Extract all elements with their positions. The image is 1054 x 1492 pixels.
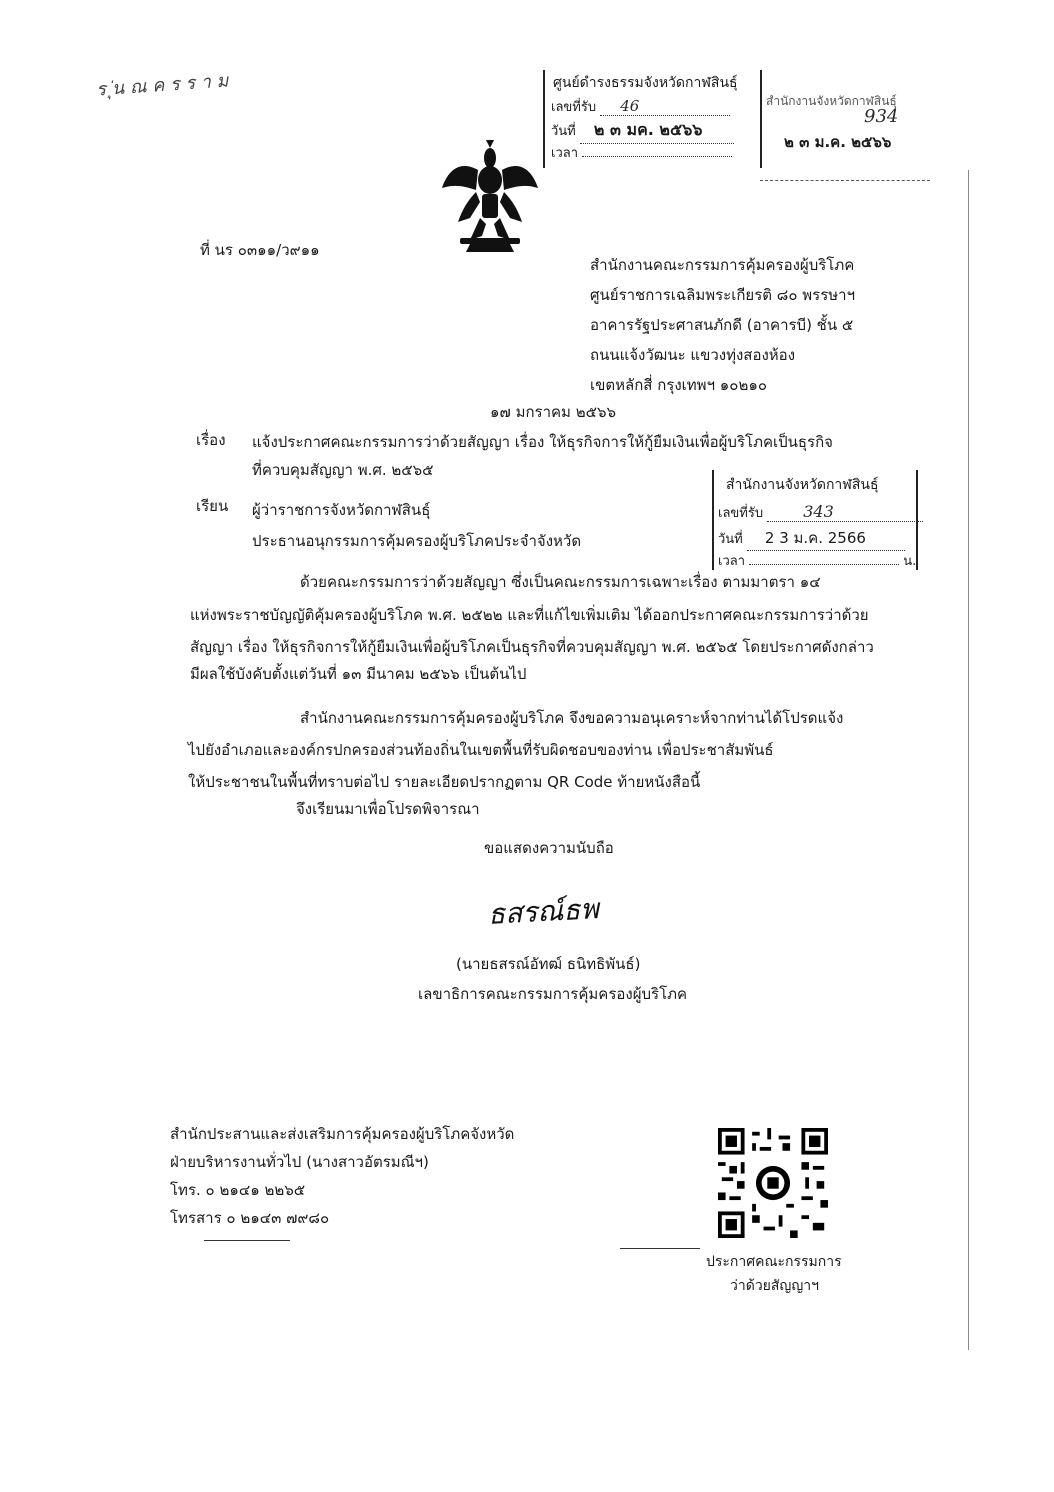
stamp-top-date-row (551, 118, 734, 144)
subject-line-2: ที่ควบคุมสัญญา พ.ศ. ๒๕๖๕ (252, 461, 434, 479)
stamp-top-right-title: สำนักงานจังหวัดกาฬสินธุ์ (766, 94, 897, 108)
stamp-middle-time-label: เวลา (718, 554, 746, 569)
office-line: ศูนย์ราชการเฉลิมพระเกียรติ ๘๐ พรรษาฯ (590, 286, 856, 304)
stamp-middle-title: สำนักงานจังหวัดกาฬสินธุ์ (726, 477, 879, 493)
stamp-middle-time-suffix: น. (903, 554, 917, 569)
receipt-stamp-middle (712, 470, 918, 570)
stamp-middle-date-row (718, 526, 905, 551)
stamp-top-right-date: ๒ ๓ ม.ค. ๒๕๖๖ (784, 133, 892, 151)
stamp-top-title: ศูนย์ดำรงธรรมจังหวัดกาฬสินธุ์ (553, 75, 738, 91)
office-line: ถนนแจ้งวัฒนะ แขวงทุ่งสองห้อง (590, 346, 796, 364)
stamp-top-right-number: 934 (864, 106, 899, 127)
office-line: สำนักงานคณะกรรมการคุ้มครองผู้บริโภค (590, 256, 855, 274)
stamp-top-date-value: ๒ ๓ มค. ๒๕๖๖ (580, 118, 734, 144)
stamp-top-date-label: วันที่ (551, 124, 576, 139)
letter-date: ๑๗ มกราคม ๒๕๖๖ (490, 403, 616, 421)
receipt-stamp-top (543, 70, 762, 168)
signatory-name: (นายธสรณ์อัทฒ์ ธนิทธิพันธ์) (456, 955, 641, 973)
to-line-2: ประธานอนุกรรมการคุ้มครองผู้บริโภคประจำจังหวัด (252, 532, 582, 550)
closing-salutation: ขอแสดงความนับถือ (484, 839, 614, 857)
document-number: ที่ นร ๐๓๑๑/ว๙๑๑ (200, 241, 320, 259)
stamp-middle-number-row (718, 502, 923, 523)
footer-contact (170, 1120, 514, 1232)
footer-fax: โทรสาร ๐ ๒๑๔๓ ๗๙๘๐ (170, 1209, 330, 1227)
stamp-middle-number-label: เลขที่รับ (718, 506, 764, 521)
to-line-1: ผู้ว่าราชการจังหวัดกาฬสินธุ์ (252, 501, 431, 519)
qr-code-icon[interactable] (718, 1128, 828, 1238)
page-edge (968, 170, 969, 1350)
stamp-top-time-row (551, 142, 732, 163)
footer-phone: โทร. ๐ ๒๑๔๑ ๒๒๖๕ (170, 1181, 306, 1199)
garuda-emblem-icon (440, 140, 540, 252)
stamp-top-number-value: 46 (600, 97, 730, 116)
stamp-middle-number-value: 343 (767, 502, 923, 522)
subject-line-1: แจ้งประกาศคณะกรรมการว่าด้วยสัญญา เรื่อง ให้ธุรกิจการให้กู้ยืมเงินเพื่อผู้บริโภคเป็นธุรกิจ (252, 433, 833, 451)
stamp-top-number-row (551, 96, 730, 117)
body-paragraph-1-line: แห่งพระราชบัญญัติคุ้มครองผู้บริโภค พ.ศ. ๒๕๒๒ และที่แก้ไขเพิ่มเติม ได้ออกประกาศคณะกรรมการว่าด้วย (190, 606, 869, 624)
qr-caption-underline (620, 1248, 700, 1249)
body-paragraph-1-line: มีผลใช้บังคับตั้งแต่วันที่ ๑๓ มีนาคม ๒๕๖๖ เป็นต้นไป (190, 665, 527, 683)
stamp-middle-date-value: 2 3 ม.ค. 2566 (747, 526, 905, 551)
footer-underline (204, 1240, 290, 1241)
qr-caption-line-2: ว่าด้วยสัญญาฯ (730, 1278, 820, 1294)
qr-caption-line-1: ประกาศคณะกรรมการ (706, 1254, 842, 1270)
body-paragraph-2-line: ให้ประชาชนในพื้นที่ทราบต่อไป รายละเอียดปรากฏตาม QR Code ท้ายหนังสือนี้ (188, 773, 701, 791)
signatory-position: เลขาธิการคณะกรรมการคุ้มครองผู้บริโภค (418, 985, 688, 1003)
footer-section: ฝ่ายบริหารงานทั่วไป (นางสาวอัตรมณีฯ) (170, 1153, 429, 1171)
stamp-middle-date-label: วันที่ (718, 532, 743, 547)
office-address (590, 250, 855, 400)
handwritten-scribble: ร ุ่น ณ ค ร ร า ม (95, 70, 230, 101)
body-paragraph-2-line: สำนักงานคณะกรรมการคุ้มครองผู้บริโภค จึงขอความอนุเคราะห์จากท่านได้โปรดแจ้ง (300, 709, 844, 727)
office-line: เขตหลักสี่ กรุงเทพฯ ๑๐๒๑๐ (590, 376, 768, 394)
subject-label: เรื่อง (196, 431, 226, 449)
office-line: อาคารรัฐประศาสนภักดี (อาคารบี) ชั้น ๕ (590, 316, 854, 334)
stamp-top-number-label: เลขที่รับ (551, 100, 597, 115)
handwritten-signature: ธสรณ์ธพ (487, 892, 600, 931)
to-label: เรียน (196, 497, 229, 515)
closing-request: จึงเรียนมาเพื่อโปรดพิจารณา (296, 800, 480, 818)
receipt-stamp-top-right (760, 84, 930, 184)
footer-department: สำนักประสานและส่งเสริมการคุ้มครองผู้บริโภคจังหวัด (170, 1125, 515, 1143)
stamp-middle-time-row (718, 550, 916, 571)
body-paragraph-1-line: ด้วยคณะกรรมการว่าด้วยสัญญา ซึ่งเป็นคณะกรรมการเฉพาะเรื่อง ตามมาตรา ๑๔ (300, 573, 821, 591)
body-paragraph-2-line: ไปยังอำเภอและองค์กรปกครองส่วนท้องถิ่นในเขตพื้นที่รับผิดชอบของท่าน เพื่อประชาสัมพันธ์ (188, 741, 774, 759)
body-paragraph-1-line: สัญญา เรื่อง ให้ธุรกิจการให้กู้ยืมเงินเพื่อผู้บริโภคเป็นธุรกิจที่ควบคุมสัญญา พ.ศ. ๒๕๖๕ โดยประกาศดังกล่าว (190, 638, 874, 656)
stamp-top-time-label: เวลา (551, 146, 579, 161)
